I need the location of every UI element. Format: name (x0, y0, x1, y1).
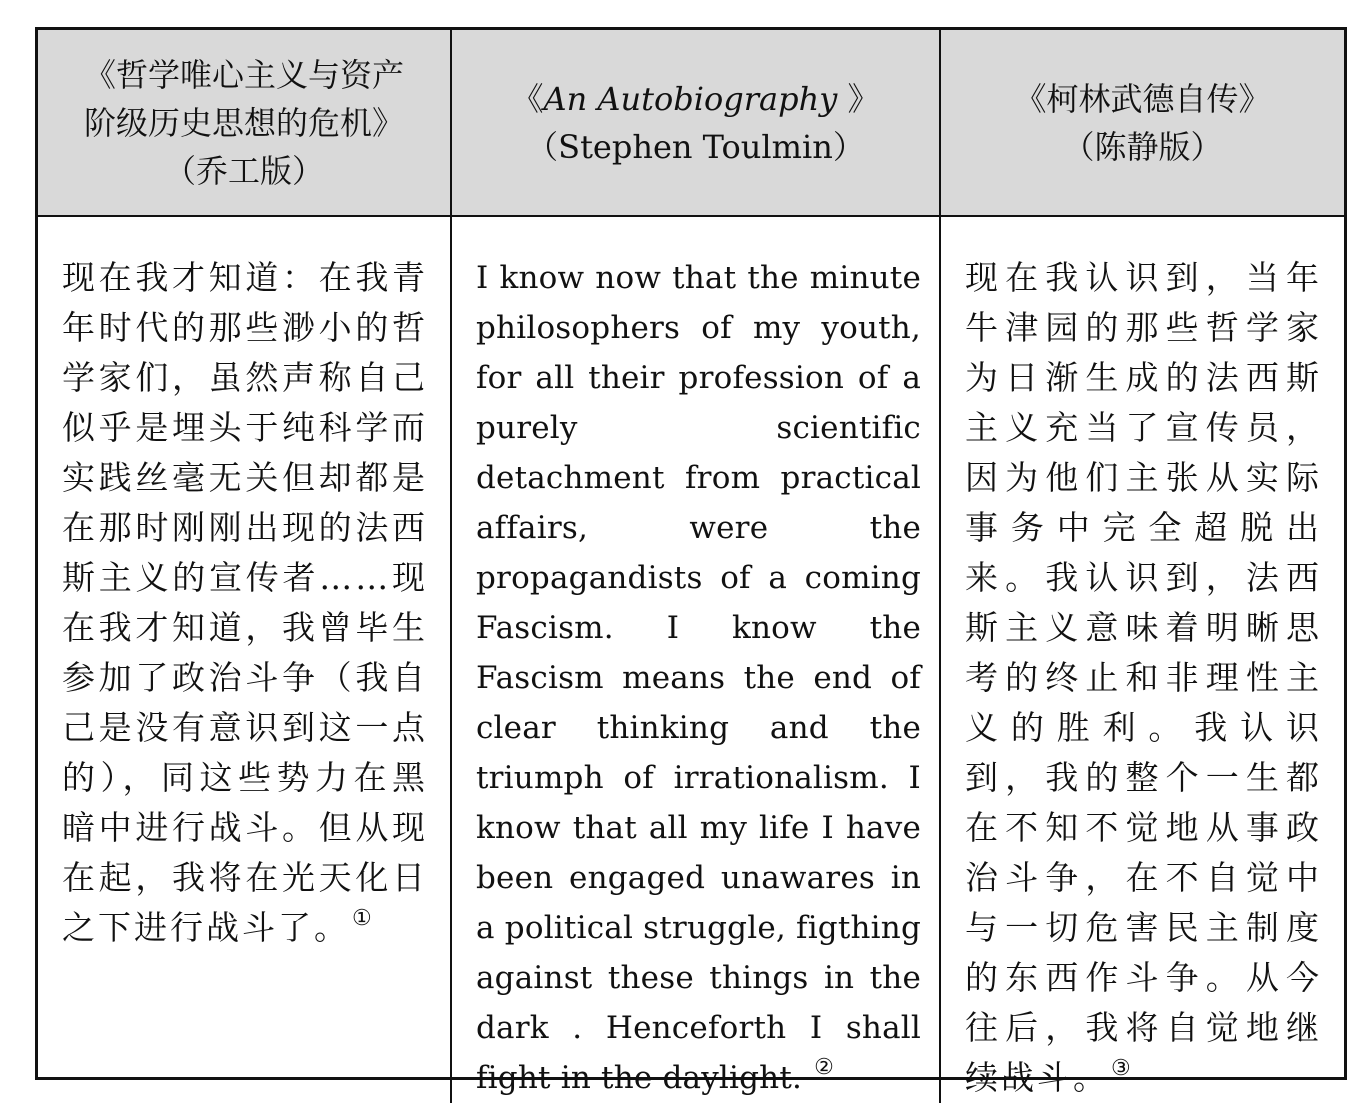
header-col3-line2: （陈静版） (1062, 127, 1223, 166)
table-header (38, 30, 1344, 216)
translation-comparison-table (38, 30, 1344, 1103)
table-body (38, 216, 1344, 1103)
header-row (38, 30, 1344, 216)
header-col2-open-bracket: 《 (511, 79, 544, 118)
header-chenjing-version (940, 30, 1344, 216)
footnote-marker-3: ③ (1111, 1056, 1134, 1081)
header-col1-line1: 《哲学唯心主义与资产 (83, 55, 404, 94)
footnote-marker-1: ① (352, 906, 375, 931)
col1-paragraph: 现在我才知道：在我青年时代的那些渺小的哲学家们，虽然声称自己似乎是埋头于纯科学而实践丝毫无关但却都是在那时刚刚出现的法西斯主义的宣传者……现在我才知道，我曾毕生参加了政治斗争（我自己是没有意识到这一点的），同这些势力在黑暗中进行战斗。但从现在起，我将在光天化日之下进行战斗了。 (62, 258, 428, 947)
header-col1-line2: 阶级历史思想的危机》 (83, 103, 404, 142)
header-col1-line3: （乔工版） (163, 151, 324, 190)
header-col2-line2: （Stephen Toulmin） (526, 127, 865, 166)
cell-qiaogong-text (38, 216, 451, 1103)
header-autobiography-original (451, 30, 940, 216)
header-col2-line1 (466, 75, 925, 123)
col2-paragraph: I know now that the minute philosophers of my youth, for all their profession of a purely scientific detachment from practical affairs, were the propagandists of a coming Fascism. I know the Fascism means the end of clear thinking and the triumph of irrationalism. I know that all my life I have been engaged unawares in a political struggle, figthing against these things in the dark . Henceforth I shall fight in the daylight. (476, 260, 921, 1096)
header-col2-close-bracket: 》 (837, 79, 880, 118)
cell-original-text (451, 216, 940, 1103)
footnote-marker-2: ② (814, 1055, 835, 1080)
comparison-table-frame (35, 27, 1347, 1097)
header-col2-title: An Autobiography (543, 79, 838, 118)
cell-chenjing-text (940, 216, 1344, 1103)
col3-paragraph: 现在我认识到，当年牛津园的那些哲学家为日渐生成的法西斯主义充当了宣传员，因为他们主张从实际事务中完全超脱出来。我认识到，法西斯主义意味着明晰思考的终止和非理性主义的胜利。我认识到，我的整个一生都在不知不觉地从事政治斗争，在不自觉中与一切危害民主制度的东西作斗争。从今往后，我将自觉地继续战斗。 (965, 258, 1322, 1097)
header-qiaogong-version (38, 30, 451, 216)
header-col3-line1: 《柯林武德自传》 (1014, 79, 1271, 118)
content-row (38, 216, 1344, 1103)
